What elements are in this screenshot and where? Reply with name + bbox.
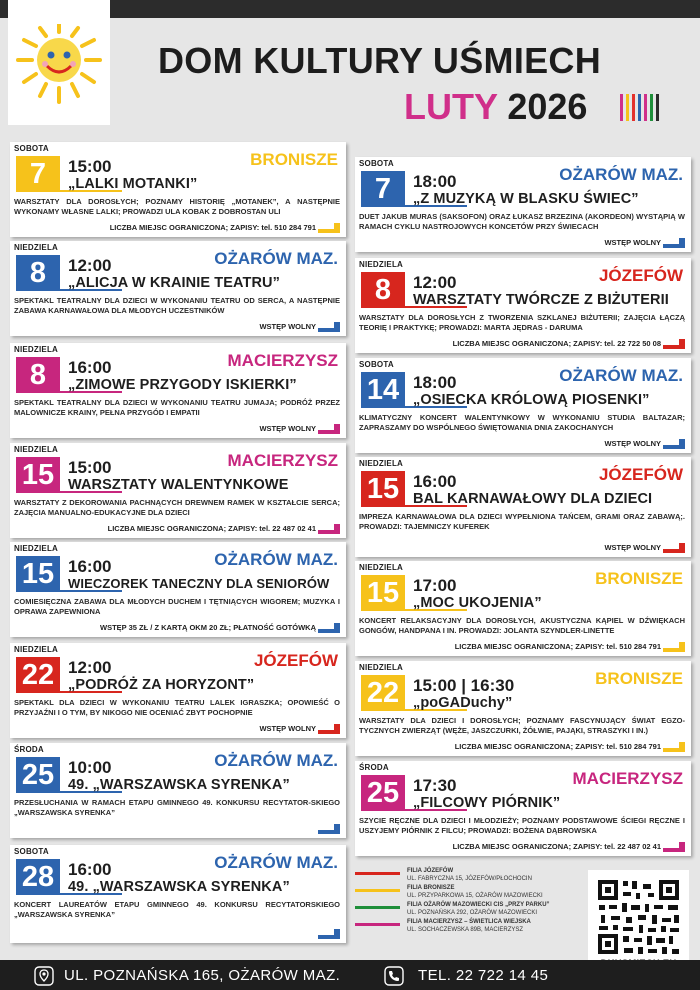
event-date: 22 bbox=[361, 675, 405, 711]
event-place: OŻARÓW MAZ. bbox=[214, 751, 338, 770]
event-place: OŻARÓW MAZ. bbox=[214, 249, 338, 268]
event-title: WARSZTATY WALENTYNKOWE bbox=[68, 477, 289, 493]
corner-mark bbox=[663, 238, 685, 248]
event-card[interactable] bbox=[10, 643, 346, 738]
corner-mark bbox=[318, 524, 340, 534]
legend-branch-address: UL. SOCHACZEWSKA 89B, MACIERZYSZ bbox=[407, 927, 524, 933]
event-date: 8 bbox=[16, 357, 60, 393]
event-weekday: NIEDZIELA bbox=[14, 345, 59, 354]
legend-color-bar bbox=[355, 889, 400, 892]
event-description: KONCERT RELAKSACYJNY DLA DOROSŁYCH, AKUSTYCZNA KĄPIEL W DŹWIĘKACH GONGÓW, HANDPANA I IN. PROWADZI: JOLANTA SZYNDLER-LINETTE bbox=[359, 616, 685, 635]
event-description: WARSZTATY DLA DZIECI I DOROSŁYCH; POZNAMY FASCYNUJĄCY ŚWIAT EGZO-TYCZNYCH ZWIERZĄT (WĘŻE, JASZCZURKI, ŻÓŁWIE, PAJĄKI, STRASZYKI I IN.) bbox=[359, 716, 685, 735]
event-description: SPEKTAKL TEATRALNY DLA DZIECI W WYKONANIU TEATRU OD SERCA, A NASTĘPNIE ZABAWA KARNAWAŁOWA DLA MŁODYCH UCZESTNIKÓW bbox=[14, 296, 340, 315]
corner-mark bbox=[318, 929, 340, 939]
event-booking-info: WSTĘP WOLNY bbox=[259, 424, 316, 433]
event-time: 15:00 bbox=[68, 458, 112, 477]
event-weekday: ŚRODA bbox=[359, 763, 389, 772]
legend-branch-address: UL. POZNAŃSKA 292, OŻARÓW MAZOWIECKI bbox=[407, 910, 538, 916]
event-time: 17:30 bbox=[413, 776, 457, 795]
event-title: „LALKI MOTANKI” bbox=[68, 176, 198, 192]
legend-item bbox=[355, 868, 585, 885]
event-card[interactable] bbox=[355, 358, 691, 453]
event-title: WARSZTATY TWÓRCZE Z BIŻUTERII bbox=[413, 292, 669, 308]
event-time: 18:00 bbox=[413, 172, 457, 191]
corner-mark bbox=[318, 223, 340, 233]
event-weekday: NIEDZIELA bbox=[14, 544, 59, 553]
event-booking-info: LICZBA MIEJSC OGRANICZONA; ZAPISY: tel. 510 284 791 bbox=[454, 742, 661, 751]
event-booking-info: LICZBA MIEJSC OGRANICZONA; ZAPISY: tel. 510 284 791 bbox=[109, 223, 316, 232]
event-booking-info: WSTĘP WOLNY bbox=[604, 238, 661, 247]
event-date: 15 bbox=[16, 457, 60, 493]
page-title: DOM KULTURY UŚMIECH bbox=[158, 40, 602, 81]
event-weekday: NIEDZIELA bbox=[14, 445, 59, 454]
event-weekday: SOBOTA bbox=[14, 847, 49, 856]
event-date: 25 bbox=[361, 775, 405, 811]
corner-mark bbox=[663, 642, 685, 652]
event-title: „MOC UKOJENIA” bbox=[413, 595, 542, 611]
event-place: MACIERZYSZ bbox=[572, 769, 683, 788]
event-time: 16:00 bbox=[413, 472, 457, 491]
event-card[interactable] bbox=[355, 157, 691, 252]
event-booking-info: WSTĘP WOLNY bbox=[604, 543, 661, 552]
corner-mark bbox=[663, 543, 685, 553]
event-date: 8 bbox=[16, 255, 60, 291]
corner-mark bbox=[663, 339, 685, 349]
color-stripe bbox=[626, 94, 629, 121]
corner-mark bbox=[318, 322, 340, 332]
branch-legend bbox=[355, 868, 585, 936]
event-time: 16:00 bbox=[68, 557, 112, 576]
event-card[interactable] bbox=[355, 561, 691, 656]
footer-phone: TEL. 22 722 14 45 bbox=[418, 967, 549, 984]
event-description: KLIMATYCZNY KONCERT WALENTYNKOWY W WYKONANIU STUDIA BALTAZAR; ZAPRASZAMY DO WSPÓLNEGO ŚWIĘTOWANIA DNIA ZAKOCHANYCH bbox=[359, 413, 685, 432]
legend-branch-name: FILIA BRONISZE bbox=[407, 885, 455, 891]
color-stripe bbox=[638, 94, 641, 121]
legend-branch-name: FILIA JÓZEFÓW bbox=[407, 868, 454, 874]
location-pin-icon bbox=[34, 966, 54, 986]
event-title: „poGADuchy” bbox=[413, 695, 513, 711]
event-time: 10:00 bbox=[68, 758, 112, 777]
event-card[interactable] bbox=[10, 241, 346, 336]
event-weekday: NIEDZIELA bbox=[359, 459, 404, 468]
footer-address: UL. POZNAŃSKA 165, OŻARÓW MAZ. bbox=[64, 967, 341, 984]
corner-mark bbox=[318, 424, 340, 434]
event-card[interactable] bbox=[10, 343, 346, 438]
color-stripe bbox=[650, 94, 653, 121]
color-stripe bbox=[620, 94, 623, 121]
legend-branch-address: UL. FABRYCZNA 15, JÓZEFÓW/PŁOCHOCIN bbox=[407, 876, 532, 882]
event-weekday: NIEDZIELA bbox=[359, 663, 404, 672]
color-stripes bbox=[620, 94, 659, 121]
event-booking-info: LICZBA MIEJSC OGRANICZONA; ZAPISY: tel. 22 722 50 08 bbox=[452, 339, 661, 348]
event-booking-info: LICZBA MIEJSC OGRANICZONA; ZAPISY: tel. 510 284 791 bbox=[454, 642, 661, 651]
qr-code-icon bbox=[596, 878, 681, 956]
corner-mark bbox=[318, 824, 340, 834]
event-date: 25 bbox=[16, 757, 60, 793]
event-time: 12:00 bbox=[413, 273, 457, 292]
event-title: „PODRÓŻ ZA HORYZONT” bbox=[68, 677, 255, 693]
corner-mark bbox=[663, 439, 685, 449]
event-date: 15 bbox=[16, 556, 60, 592]
year-label: 2026 bbox=[507, 86, 588, 127]
event-description: SPEKTAKL DLA DZIECI W WYKONANIU TEATRU LALEK IGRASZKA; OPOWIEŚĆ O PRZYJAŹNI I O TYM, BY NIKOGO NIE OCENIAĆ ZBYT POCHOPNIE bbox=[14, 698, 340, 717]
event-title: „ZIMOWE PRZYGODY ISKIERKI” bbox=[68, 377, 297, 393]
legend-branch-name: FILIA MACIERZYSZ – ŚWIETLICA WIEJSKA bbox=[407, 919, 531, 925]
event-card[interactable] bbox=[10, 845, 346, 943]
event-place: MACIERZYSZ bbox=[227, 351, 338, 370]
legend-item bbox=[355, 885, 585, 902]
event-card[interactable] bbox=[10, 443, 346, 538]
event-title: „FILCOWY PIÓRNIK” bbox=[413, 795, 561, 811]
month-label: LUTY bbox=[404, 86, 498, 127]
event-description: WARSZTATY Z DEKOROWANIA PACHNĄCYCH DREWNEM RAMEK W KSZTAŁCIE SERCA; ZAJĘCIA MANUALNO-EDUKACYJNE DLA DZIECI bbox=[14, 498, 340, 517]
event-place: JÓZEFÓW bbox=[598, 266, 683, 285]
sun-logo-icon bbox=[12, 24, 106, 104]
event-time: 18:00 bbox=[413, 373, 457, 392]
corner-mark bbox=[318, 623, 340, 633]
footer-bar bbox=[0, 960, 700, 990]
event-weekday: ŚRODA bbox=[14, 745, 44, 754]
corner-mark bbox=[663, 742, 685, 752]
event-date: 22 bbox=[16, 657, 60, 693]
event-time: 12:00 bbox=[68, 658, 112, 677]
event-date: 28 bbox=[16, 859, 60, 895]
logo bbox=[8, 0, 110, 125]
event-weekday: NIEDZIELA bbox=[14, 243, 59, 252]
legend-branch-address: UL. PRZYPARKOWA 15, OŻARÓW MAZOWIECKI bbox=[407, 893, 543, 899]
page-subtitle bbox=[404, 86, 587, 128]
event-date: 7 bbox=[361, 171, 405, 207]
event-weekday: NIEDZIELA bbox=[359, 260, 404, 269]
event-booking-info: LICZBA MIEJSC OGRANICZONA; ZAPISY: tel. 22 487 02 41 bbox=[452, 842, 661, 851]
phone-icon bbox=[384, 966, 404, 986]
event-description: KONCERT LAUREATÓW ETAPU GMINNEGO 49. KONKURSU RECYTATORSKIEGO „WARSZAWSKA SYRENKA” bbox=[14, 900, 340, 919]
event-date: 15 bbox=[361, 471, 405, 507]
event-title: „Z MUZYKĄ W BLASKU ŚWIEC” bbox=[413, 191, 639, 207]
event-card[interactable] bbox=[355, 457, 691, 557]
legend-branch-name: FILIA OŻARÓW MAZOWIECKI CIS „PRZY PARKU” bbox=[407, 902, 550, 908]
color-stripe bbox=[656, 94, 659, 121]
legend-color-bar bbox=[355, 906, 400, 909]
event-time: 16:00 bbox=[68, 358, 112, 377]
event-description: SPEKTAKL TEATRALNY DLA DZIECI W WYKONANIU TEATRU JUMAJA; PODRÓŻ PRZEZ MALOWNICZE KRAINY, PEŁNA PRZYGÓD I EMPATII bbox=[14, 398, 340, 417]
event-title: „ALICJA W KRAINIE TEATRU” bbox=[68, 275, 280, 291]
event-time: 15:00 bbox=[68, 157, 112, 176]
event-booking-info: LICZBA MIEJSC OGRANICZONA; ZAPISY: tel. 22 487 02 41 bbox=[107, 524, 316, 533]
event-weekday: NIEDZIELA bbox=[359, 563, 404, 572]
event-booking-info: WSTĘP WOLNY bbox=[259, 724, 316, 733]
event-description: IMPREZA KARNAWAŁOWA DLA DZIECI WYPEŁNIONA TAŃCEM, GRAMI ORAZ ZABAWĄ;. PROWADZI: TAJEMNICZY KUFEREK bbox=[359, 512, 685, 531]
event-title: 49. „WARSZAWSKA SYRENKA” bbox=[68, 879, 290, 895]
event-time: 17:00 bbox=[413, 576, 457, 595]
event-date: 7 bbox=[16, 156, 60, 192]
legend-item bbox=[355, 919, 585, 936]
event-time: 15:00 | 16:30 bbox=[413, 676, 515, 695]
event-place: OŻARÓW MAZ. bbox=[559, 165, 683, 184]
event-place: OŻARÓW MAZ. bbox=[214, 550, 338, 569]
event-place: JÓZEFÓW bbox=[598, 465, 683, 484]
legend-color-bar bbox=[355, 872, 400, 875]
event-time: 12:00 bbox=[68, 256, 112, 275]
event-description: SZYCIE RĘCZNE DLA DZIECI I MŁODZIEŻY; POZNAMY PODSTAWOWE ŚCIEGI RĘCZNE I USZYJEMY PIÓRNIK Z FILCU; PROWADZI: BOŻENA DĄBROWSKA bbox=[359, 816, 685, 835]
legend-item bbox=[355, 902, 585, 919]
color-stripe bbox=[644, 94, 647, 121]
event-place: BRONISZE bbox=[250, 150, 338, 169]
event-title: „OSIECKA KRÓLOWĄ PIOSENKI” bbox=[413, 392, 650, 408]
event-date: 15 bbox=[361, 575, 405, 611]
color-stripe bbox=[632, 94, 635, 121]
event-card[interactable] bbox=[10, 542, 346, 637]
event-booking-info: WSTĘP WOLNY bbox=[259, 322, 316, 331]
event-place: OŻARÓW MAZ. bbox=[214, 853, 338, 872]
event-weekday: SOBOTA bbox=[359, 360, 394, 369]
event-description: WARSZTATY DLA DOROSŁYCH; POZNAMY HISTORIĘ „MOTANEK”, A NASTĘPNIE WYKONAMY WŁASNE LALKI; PROWADZI ULA KOBAK Z DOBROSTAN ULI bbox=[14, 197, 340, 216]
event-weekday: SOBOTA bbox=[359, 159, 394, 168]
event-title: 49. „WARSZAWSKA SYRENKA” bbox=[68, 777, 290, 793]
event-description: WARSZTATY DLA DOROSŁYCH Z TWORZENIA SZKLANEJ BIŻUTERII; ZAJĘCIA ŁĄCZĄ TEORIĘ I PRAKTYKĘ; PROWADZI: MARTA JĘDRAS - DARUMA bbox=[359, 313, 685, 332]
event-place: OŻARÓW MAZ. bbox=[559, 366, 683, 385]
corner-mark bbox=[318, 724, 340, 734]
event-weekday: NIEDZIELA bbox=[14, 645, 59, 654]
event-time: 16:00 bbox=[68, 860, 112, 879]
event-description: DUET JAKUB MURAS (SAKSOFON) ORAZ ŁUKASZ BRZEZINA (AKORDEON) WYSTĄPIĄ W RAMACH CYKLU NASTROJOWYCH KONCETÓW PRZY ŚWIECACH bbox=[359, 212, 685, 231]
event-place: JÓZEFÓW bbox=[253, 651, 338, 670]
event-booking-info: WSTĘP 35 ZŁ / Z KARTĄ OKM 20 ZŁ; PŁATNOŚĆ GOTÓWKĄ bbox=[100, 623, 316, 632]
event-card[interactable] bbox=[10, 743, 346, 838]
event-title: WIECZOREK TANECZNY DLA SENIORÓW bbox=[68, 576, 330, 591]
event-card[interactable] bbox=[355, 258, 691, 353]
event-place: BRONISZE bbox=[595, 669, 683, 688]
event-card[interactable] bbox=[355, 661, 691, 756]
event-date: 8 bbox=[361, 272, 405, 308]
legend-color-bar bbox=[355, 923, 400, 926]
event-card[interactable] bbox=[10, 142, 346, 237]
event-card[interactable] bbox=[355, 761, 691, 856]
corner-mark bbox=[663, 842, 685, 852]
event-weekday: SOBOTA bbox=[14, 144, 49, 153]
event-title: BAL KARNAWAŁOWY DLA DZIECI bbox=[413, 491, 653, 507]
event-description: PRZESŁUCHANIA W RAMACH ETAPU GMINNEGO 49. KONKURSU RECYTATOR-SKIEGO „WARSZAWSKA SYRENKA” bbox=[14, 798, 340, 817]
event-place: MACIERZYSZ bbox=[227, 451, 338, 470]
event-description: COMIESIĘCZNA ZABAWA DLA MŁODYCH DUCHEM I TĘTNIĄCYCH WIGOREM; MUZYKA I OPRAWA ZAPEWNIONA bbox=[14, 597, 340, 616]
event-date: 14 bbox=[361, 372, 405, 408]
event-booking-info: WSTĘP WOLNY bbox=[604, 439, 661, 448]
event-place: BRONISZE bbox=[595, 569, 683, 588]
